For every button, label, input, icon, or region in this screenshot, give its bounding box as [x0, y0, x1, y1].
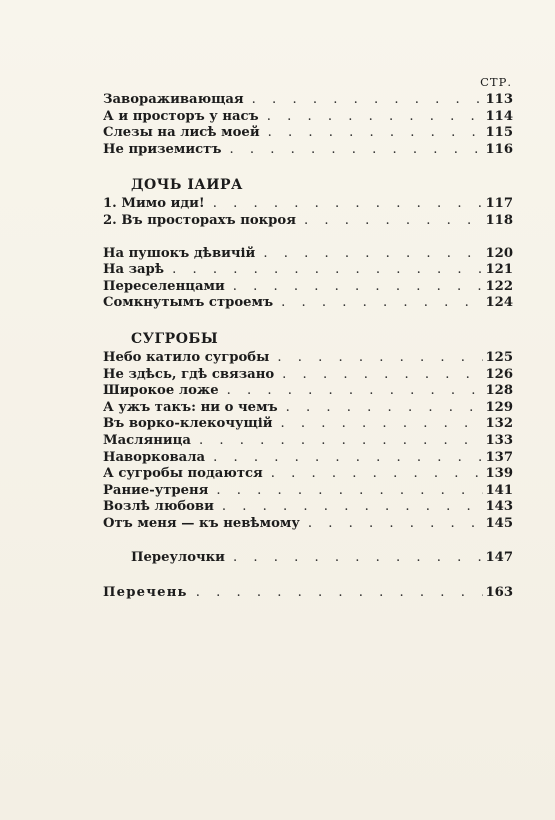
toc-group-2: [103, 196, 513, 229]
toc-entry[interactable]: [103, 367, 513, 384]
dot-leader: [259, 109, 483, 126]
toc-entry-pereulochki[interactable]: [103, 550, 513, 567]
entry-page: 141: [485, 482, 513, 498]
entry-page: 133: [485, 432, 513, 448]
entry-page: 137: [485, 449, 513, 465]
toc-entry[interactable]: [103, 350, 513, 367]
entry-title: Въ ворко-клекочущій: [103, 416, 273, 432]
toc-entry[interactable]: [103, 279, 513, 296]
entry-page: 128: [485, 383, 513, 399]
entry-title: Широкое ложе: [103, 383, 219, 399]
toc-entry[interactable]: [103, 499, 513, 516]
dot-leader: [225, 550, 483, 567]
entry-page: 121: [485, 262, 513, 278]
dot-leader: [244, 92, 483, 109]
toc-entry[interactable]: [103, 142, 513, 159]
dot-leader: [219, 383, 483, 400]
entry-title: Переулочки: [131, 550, 225, 566]
dot-leader: [191, 433, 483, 450]
page-column-header: СТР.: [480, 75, 512, 89]
toc-entry[interactable]: [103, 400, 513, 417]
toc-entry[interactable]: [103, 295, 513, 312]
entry-title: Возлѣ любови: [103, 499, 214, 515]
entry-page: 129: [485, 399, 513, 415]
entry-page: 163: [485, 585, 513, 601]
entry-title: Наворковала: [103, 449, 206, 465]
entry-page: 125: [485, 349, 513, 365]
dot-leader: [205, 450, 483, 467]
dot-leader: [273, 295, 483, 312]
entry-title: Завораживающая: [103, 92, 244, 107]
toc-entry[interactable]: [103, 125, 513, 142]
toc-entry[interactable]: [103, 450, 513, 467]
toc-entry[interactable]: [103, 383, 513, 400]
entry-page: 145: [485, 515, 513, 531]
entry-page: 143: [485, 499, 513, 515]
entry-page: 118: [485, 212, 513, 228]
dot-leader: [263, 466, 483, 483]
entry-title: А сугробы подаются: [103, 466, 263, 482]
dot-leader: [221, 142, 483, 159]
entry-title: 1. Мимо иди!: [103, 196, 205, 212]
toc-entry[interactable]: [103, 433, 513, 450]
dot-leader: [205, 196, 483, 213]
entry-title: Переселенцами: [103, 278, 225, 294]
dot-leader: [274, 367, 483, 384]
dot-leader: [296, 213, 483, 230]
entry-page: 116: [485, 141, 513, 157]
entry-page: 115: [485, 125, 513, 141]
dot-leader: [225, 279, 483, 296]
toc-entry-perechen[interactable]: [103, 585, 513, 602]
entry-page: 132: [485, 416, 513, 432]
entry-page: 113: [485, 92, 513, 107]
entry-title: На пушокъ дѣвичій: [103, 245, 256, 261]
toc-entry[interactable]: [103, 516, 513, 533]
dot-leader: [214, 499, 483, 516]
entry-title: Масляница: [103, 432, 191, 448]
entry-title: А ужъ такъ: ни о чемъ: [103, 399, 278, 415]
table-of-contents: [103, 72, 513, 602]
entry-title: Сомкнутымъ строемъ: [103, 295, 274, 311]
entry-page: 124: [485, 295, 513, 311]
dot-leader: [255, 246, 483, 263]
dot-leader: [188, 585, 483, 602]
dot-leader: [273, 416, 483, 433]
entry-page: 122: [485, 278, 513, 294]
toc-entry[interactable]: [103, 196, 513, 213]
section-heading-doch-iaira: ДОЧЬ ІАИРА: [131, 177, 243, 194]
dot-leader: [260, 125, 483, 142]
entry-title: 2. Въ просторахъ покроя: [103, 212, 296, 228]
toc-entry[interactable]: [103, 466, 513, 483]
entry-title: Не здѣсь, гдѣ связано: [103, 366, 275, 382]
dot-leader: [208, 483, 483, 500]
entry-page: 139: [485, 466, 513, 482]
entry-title: Слезы на лисѣ моей: [103, 125, 260, 141]
entry-title: На зарѣ: [103, 262, 165, 278]
section-heading-sugroby: СУГРОБЫ: [131, 330, 219, 347]
entry-title: Не приземистъ: [103, 141, 222, 157]
toc-entry[interactable]: [103, 416, 513, 433]
entry-title: А и просторъ у насъ: [103, 108, 259, 124]
entry-page: 120: [485, 245, 513, 261]
entry-page: 126: [485, 366, 513, 382]
toc-entry[interactable]: [103, 109, 513, 126]
toc-group-1: [103, 92, 513, 158]
dot-leader: [269, 350, 483, 367]
entry-title: Небо катило сугробы: [103, 349, 270, 365]
entry-title: Перечень: [103, 585, 188, 601]
toc-group-4: [103, 350, 513, 533]
entry-page: 114: [485, 108, 513, 124]
entry-title: Рание-утреня: [103, 482, 209, 498]
dot-leader: [164, 262, 483, 279]
dot-leader: [278, 400, 483, 417]
entry-page: 117: [485, 196, 513, 212]
toc-group-3: [103, 246, 513, 312]
toc-entry[interactable]: [103, 262, 513, 279]
entry-page: 147: [485, 550, 513, 566]
toc-entry[interactable]: [103, 213, 513, 230]
entry-title: Отъ меня — къ невѣмому: [103, 515, 300, 531]
toc-entry[interactable]: [103, 92, 513, 109]
toc-entry[interactable]: [103, 483, 513, 500]
toc-entry[interactable]: [103, 246, 513, 263]
dot-leader: [300, 516, 483, 533]
